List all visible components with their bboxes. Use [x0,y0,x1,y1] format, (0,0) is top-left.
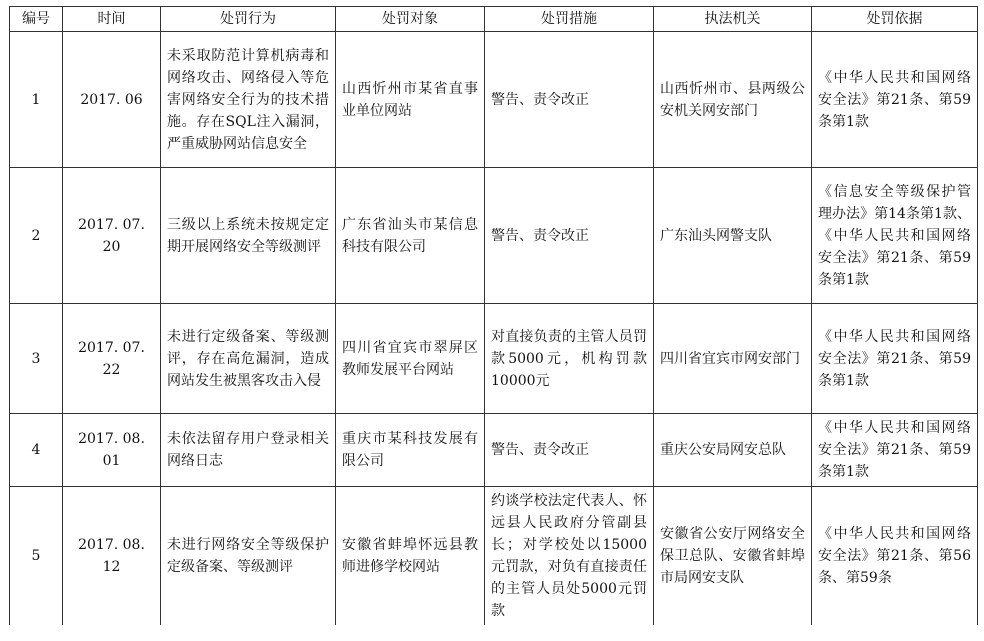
cell-behavior: 未进行定级备案、等级测评，存在高危漏洞，造成网站发生被黑客攻击入侵 [161,304,336,414]
table-row [10,414,978,487]
cell-date: 2017. 06 [63,32,161,168]
header-behavior: 处罚行为 [161,7,336,32]
cell-target: 四川省宜宾市翠屏区教师发展平台网站 [336,304,485,414]
table-row [10,32,978,168]
cell-number: 3 [10,304,63,414]
cell-number: 2 [10,168,63,304]
cell-measure: 警告、责令改正 [485,168,654,304]
cell-authority: 重庆公安局网安总队 [654,414,812,487]
header-measure: 处罚措施 [485,7,654,32]
table-row [10,487,978,626]
cell-measure: 警告、责令改正 [485,414,654,487]
cell-authority: 安徽省公安厅网络安全保卫总队、安徽省蚌埠市局网安支队 [654,487,812,626]
cell-behavior: 未采取防范计算机病毒和网络攻击、网络侵入等危害网络安全行为的技术措施。存在SQL注入漏洞，严重威胁网站信息安全 [161,32,336,168]
cell-basis: 《中华人民共和国网络安全法》第21条、第59条第1款 [812,32,978,168]
cell-measure: 约谈学校法定代表人、怀远县人民政府分管副县长；对学校处以15000元罚款，对负有直接责任的主管人员处5000元罚款 [485,487,654,626]
cell-authority: 山西忻州市、县两级公安机关网安部门 [654,32,812,168]
cell-basis: 《中华人民共和国网络安全法》第21条、第59条第1款 [812,304,978,414]
cell-date: 2017. 08. 12 [63,487,161,626]
cell-number: 5 [10,487,63,626]
cell-measure: 警告、责令改正 [485,32,654,168]
header-number: 编号 [10,7,63,32]
cell-date: 2017. 08. 01 [63,414,161,487]
table-row [10,304,978,414]
table-row [10,168,978,304]
cell-target: 重庆市某科技发展有限公司 [336,414,485,487]
header-authority: 执法机关 [654,7,812,32]
cell-date: 2017. 07. 20 [63,168,161,304]
header-row [10,7,978,32]
cell-authority: 四川省宜宾市网安部门 [654,304,812,414]
header-target: 处罚对象 [336,7,485,32]
cell-target: 广东省汕头市某信息科技有限公司 [336,168,485,304]
penalty-table [9,6,978,625]
cell-authority: 广东汕头网警支队 [654,168,812,304]
cell-date: 2017. 07. 22 [63,304,161,414]
cell-basis: 《中华人民共和国网络安全法》第21条、第56条、第59条 [812,487,978,626]
header-date: 时间 [63,7,161,32]
cell-target: 安徽省蚌埠怀远县教师进修学校网站 [336,487,485,626]
cell-behavior: 未依法留存用户登录相关网络日志 [161,414,336,487]
cell-measure: 对直接负责的主管人员罚款5000元，机构罚款10000元 [485,304,654,414]
header-basis: 处罚依据 [812,7,978,32]
cell-behavior: 三级以上系统未按规定定期开展网络安全等级测评 [161,168,336,304]
cell-basis: 《中华人民共和国网络安全法》第21条、第59条第1款 [812,414,978,487]
cell-number: 4 [10,414,63,487]
cell-basis: 《信息安全等级保护管理办法》第14条第1款、《中华人民共和国网络安全法》第21条、第59条第1款 [812,168,978,304]
cell-behavior: 未进行网络安全等级保护定级备案、等级测评 [161,487,336,626]
cell-number: 1 [10,32,63,168]
cell-target: 山西忻州市某省直事业单位网站 [336,32,485,168]
